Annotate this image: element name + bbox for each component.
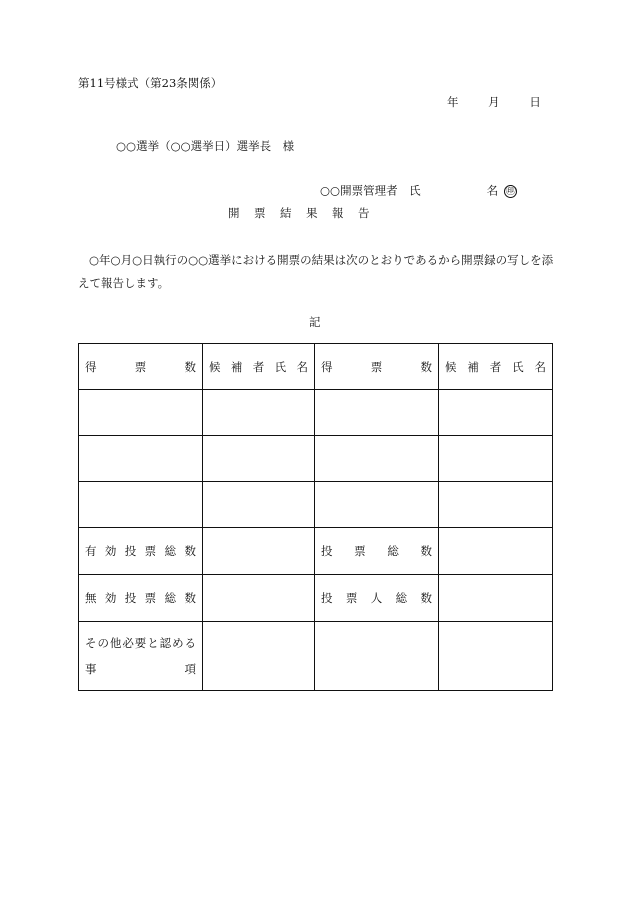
label-char: 数 — [184, 591, 196, 605]
date-year: 年 — [447, 95, 459, 109]
other-items-row — [79, 622, 553, 691]
spread-label — [321, 543, 432, 559]
label-char: 票 — [144, 544, 157, 558]
label-char: 総 — [164, 544, 177, 558]
label-char: 数 — [184, 544, 196, 558]
date-line — [447, 97, 541, 109]
label-char: と — [147, 636, 159, 650]
label-char: 名 — [534, 359, 546, 374]
sender-line — [320, 185, 517, 198]
spread-label — [209, 359, 308, 375]
label-char: 数 — [420, 359, 432, 374]
label-char: 無 — [85, 591, 97, 605]
cell[interactable] — [79, 390, 203, 436]
ki-label: 記 — [309, 315, 321, 329]
label-char: 認 — [159, 636, 172, 650]
spread-label — [85, 359, 196, 375]
header-candidate-1 — [203, 344, 315, 390]
label-char: 得 — [85, 359, 97, 374]
label-char: 氏 — [274, 359, 287, 374]
spread-label — [85, 590, 196, 606]
label-char: 必 — [122, 636, 134, 650]
cell[interactable] — [315, 482, 439, 528]
label-char: 補 — [230, 359, 243, 374]
label-char: 投 — [321, 591, 333, 605]
cell[interactable] — [315, 390, 439, 436]
cell[interactable] — [439, 390, 553, 436]
spread-label — [321, 590, 432, 606]
table-row — [79, 390, 553, 436]
form-number: 第11号様式（第23条関係） — [78, 76, 223, 90]
label-char: 候 — [445, 359, 457, 374]
cell[interactable] — [79, 482, 203, 528]
label-char: 票 — [144, 591, 157, 605]
label-char: 要 — [134, 636, 147, 650]
label-char: 者 — [252, 359, 265, 374]
seal-mark: ㊞ — [505, 186, 516, 197]
total-voters-value[interactable] — [439, 575, 553, 622]
other-items-value[interactable] — [203, 622, 315, 691]
cell[interactable] — [439, 482, 553, 528]
label-char: 名 — [296, 359, 308, 374]
cell[interactable] — [203, 482, 315, 528]
label-char: そ — [85, 636, 97, 650]
label-char: 者 — [489, 359, 502, 374]
result-table — [78, 343, 553, 691]
sender-name-label: 名 — [486, 183, 499, 198]
other-label-line2-a: 事 — [85, 662, 97, 676]
label-char: 票 — [354, 544, 366, 558]
body-text: ○年○月○日執行の○○選挙における開票の結果は次のとおりであるから開票録の写しを添えて報告します。 — [78, 253, 554, 290]
addressee: ○○選挙（○○選挙日）選挙長 様 — [116, 139, 295, 153]
table-row — [79, 436, 553, 482]
spread-label — [85, 630, 196, 656]
label-char: 総 — [395, 591, 408, 605]
valid-votes-value[interactable] — [203, 528, 315, 575]
header-votes-2 — [315, 344, 439, 390]
header-votes-1 — [79, 344, 203, 390]
total-votes-label — [315, 528, 439, 575]
valid-votes-label — [79, 528, 203, 575]
table-row — [79, 482, 553, 528]
label-char: 票 — [345, 591, 358, 605]
label-char: め — [172, 636, 184, 650]
label-char: 投 — [321, 544, 333, 558]
label-char: の — [97, 636, 109, 650]
label-char: 人 — [370, 591, 383, 605]
other-label-line2-b: 項 — [184, 662, 196, 676]
invalid-votes-label — [79, 575, 203, 622]
cell[interactable] — [439, 436, 553, 482]
sender-label: ○○開票管理者 氏 — [320, 183, 421, 198]
label-char: 数 — [420, 591, 432, 605]
summary-row-valid — [79, 528, 553, 575]
label-char: 総 — [164, 591, 177, 605]
label-char: 票 — [370, 359, 383, 374]
spread-label — [445, 359, 546, 375]
invalid-votes-value[interactable] — [203, 575, 315, 622]
cell[interactable] — [203, 436, 315, 482]
date-day: 日 — [529, 95, 541, 109]
label-char: 数 — [420, 544, 432, 558]
label-char: 得 — [321, 359, 333, 374]
spread-label — [321, 359, 432, 375]
label-char: 効 — [104, 544, 117, 558]
cell[interactable] — [315, 622, 439, 691]
cell[interactable] — [315, 436, 439, 482]
other-items-label — [79, 622, 203, 691]
label-char: る — [184, 636, 196, 650]
label-char: 有 — [85, 544, 97, 558]
summary-row-invalid — [79, 575, 553, 622]
label-char: 他 — [109, 636, 122, 650]
label-char: 総 — [387, 544, 399, 558]
label-char: 投 — [124, 591, 137, 605]
table-header-row — [79, 344, 553, 390]
date-month: 月 — [488, 95, 500, 109]
report-title: 開票結果報告 — [228, 206, 384, 220]
cell[interactable] — [203, 390, 315, 436]
label-char: 候 — [209, 359, 221, 374]
label-char: 効 — [104, 591, 117, 605]
spread-label — [85, 543, 196, 559]
total-votes-value[interactable] — [439, 528, 553, 575]
label-char: 氏 — [512, 359, 524, 374]
total-voters-label — [315, 575, 439, 622]
cell[interactable] — [439, 622, 553, 691]
label-char: 投 — [124, 544, 137, 558]
label-char: 数 — [184, 359, 196, 374]
header-candidate-2 — [439, 344, 553, 390]
label-char: 票 — [134, 359, 147, 374]
label-char: 補 — [467, 359, 479, 374]
cell[interactable] — [79, 436, 203, 482]
